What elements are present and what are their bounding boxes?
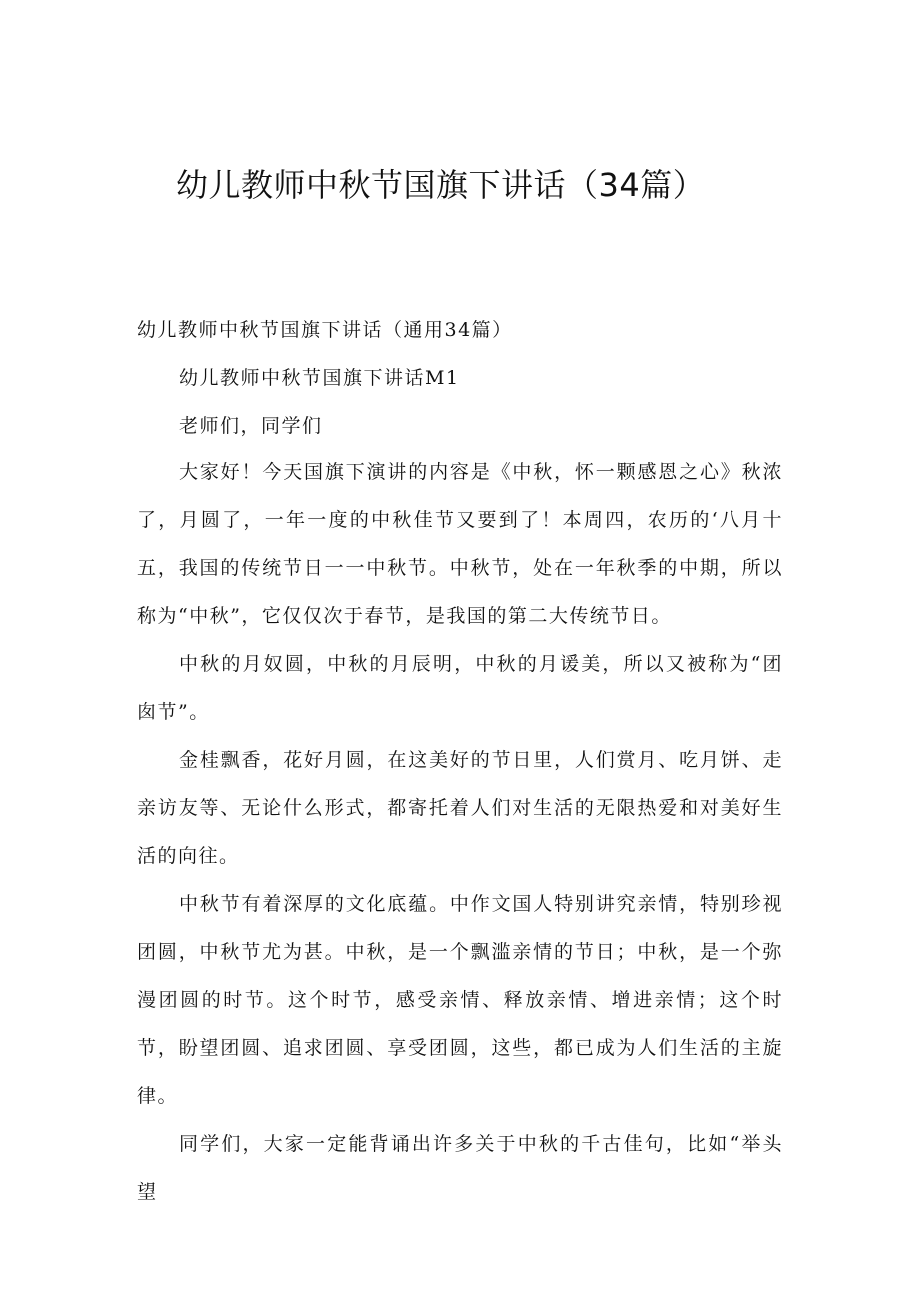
body-paragraph-1: 大家好！今天国旗下演讲的内容是《中秋，怀一颗感恩之心》秋浓了，月圆了，一年一度的中秋佳节又要到了！本周四，农历的‘八月十五，我国的传统节日一一中秋节。中秋节，处在一年秋季的中期，所以称为“中秋”，它仅仅次于春节，是我国的第二大传统节日。 <box>137 461 783 627</box>
body-paragraph-5: 同学们，大家一定能背诵出许多关于中秋的千古佳句，比如“举头望 <box>137 1133 783 1203</box>
body-paragraph-3: 金桂飘香，花好月圆，在这美好的节日里，人们赏月、吃月饼、走亲访友等、无论什么形式，都寄托着人们对生活的无限热爱和对美好生活的向往。 <box>137 749 783 867</box>
salutation: 老师们，同学们 <box>179 415 323 437</box>
body-paragraph-2: 中秋的月奴圆，中秋的月辰明，中秋的月谖美，所以又被称为“团囱节”。 <box>137 653 783 723</box>
document-title: 幼儿教师中秋节国旗下讲话（34篇） <box>176 166 706 204</box>
body-paragraph-4: 中秋节有着深厚的文化底蕴。中作文国人特别讲究亲情，特别珍视团圆，中秋节尤为甚。中秋，是一个飘滥亲情的节日；中秋，是一个弥漫团圆的时节。这个时节，感受亲情、释放亲情、增进亲情；这个时节，盼望团圆、追求团圆、享受团圆，这些，都已成为人们生活的主旋律。 <box>137 893 783 1107</box>
section-heading: 幼儿教师中秋节国旗下讲话M1 <box>179 367 460 389</box>
document-subtitle: 幼儿教师中秋节国旗下讲话（通用34篇） <box>137 319 513 341</box>
